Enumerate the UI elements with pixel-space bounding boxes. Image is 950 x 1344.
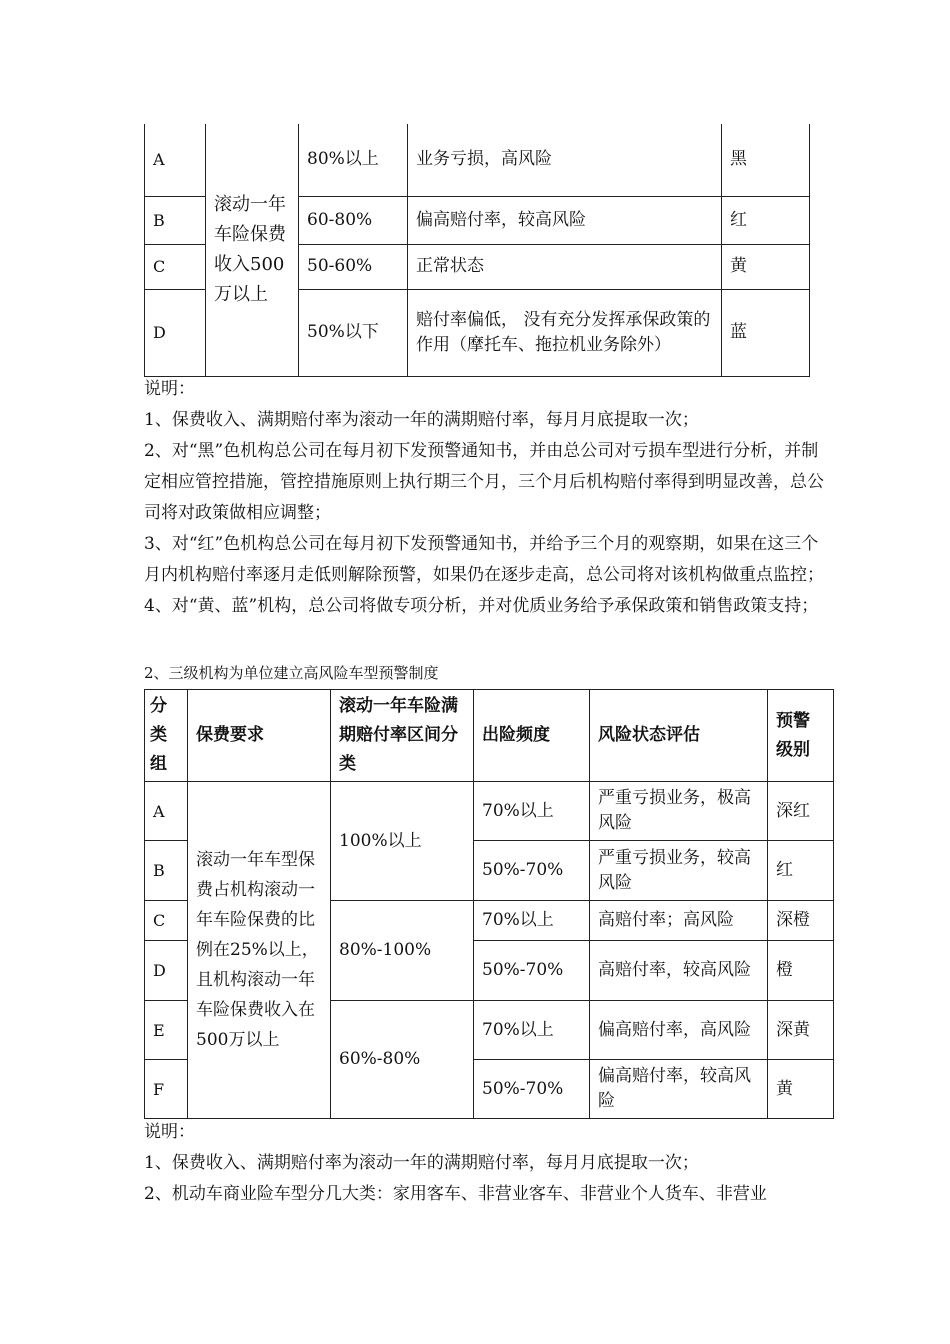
notes-title: 说明：	[144, 379, 195, 399]
status-desc: 偏高赔付率，较高风险	[408, 196, 722, 244]
note-item: 1、保费收入、满期赔付率为滚动一年的满期赔付率，每月月底提取一次；	[144, 1153, 699, 1173]
color-level: 黑	[722, 124, 810, 196]
loss-range: 60-80%	[299, 196, 408, 244]
header-group: 分类组	[145, 690, 188, 782]
header-level: 预警级别	[768, 690, 834, 782]
warning-level: 深黄	[768, 1001, 834, 1060]
row-code: C	[145, 244, 206, 289]
color-level: 黄	[722, 244, 810, 289]
row-code: E	[145, 1001, 188, 1060]
table-row	[145, 124, 810, 196]
row-code: A	[145, 782, 188, 841]
color-level: 红	[722, 196, 810, 244]
risk-assessment: 高赔付率，较高风险	[590, 941, 768, 1001]
frequency: 70%以上	[474, 901, 590, 941]
frequency: 50%-70%	[474, 841, 590, 901]
risk-assessment: 偏高赔付率，高风险	[590, 1001, 768, 1060]
header-loss-range: 滚动一年车险满期赔付率区间分类	[331, 690, 474, 782]
row-code: B	[145, 841, 188, 901]
frequency: 50%-70%	[474, 1060, 590, 1119]
color-level: 蓝	[722, 289, 810, 376]
notes-title: 说明：	[144, 1122, 195, 1142]
frequency: 70%以上	[474, 1001, 590, 1060]
warning-table-2	[144, 689, 834, 1119]
table-row	[145, 782, 834, 841]
loss-range: 80%-100%	[331, 901, 474, 1001]
frequency: 50%-70%	[474, 941, 590, 1001]
warning-level: 红	[768, 841, 834, 901]
note-item: 2、对“黑”色机构总公司在每月初下发预警通知书，并由总公司对亏损车型进行分析，并制定相应管控措施，管控措施原则上执行期三个月，三个月后机构赔付率得到明显改善，总公司将对政策做相应调整；	[144, 441, 824, 523]
header-premium: 保费要求	[188, 690, 331, 782]
note-item: 2、机动车商业险车型分几大类：家用客车、非营业客车、非营业个人货车、非营业	[144, 1184, 767, 1204]
row-code: D	[145, 941, 188, 1001]
notes-section-1	[144, 374, 824, 622]
frequency: 70%以上	[474, 782, 590, 841]
row-code: F	[145, 1060, 188, 1119]
header-risk: 风险状态评估	[590, 690, 768, 782]
status-desc: 业务亏损，高风险	[408, 124, 722, 196]
status-desc: 正常状态	[408, 244, 722, 289]
loss-range: 50-60%	[299, 244, 408, 289]
risk-assessment: 严重亏损业务，极高风险	[590, 782, 768, 841]
row-code: B	[145, 196, 206, 244]
row-code: C	[145, 901, 188, 941]
warning-level: 黄	[768, 1060, 834, 1119]
loss-range: 60%-80%	[331, 1001, 474, 1119]
warning-table-1	[144, 124, 810, 377]
note-item: 3、对“红”色机构总公司在每月初下发预警通知书，并给予三个月的观察期，如果在这三个月内机构赔付率逐月走低则解除预警，如果仍在逐步走高，总公司将对该机构做重点监控；	[144, 534, 824, 585]
warning-level: 深橙	[768, 901, 834, 941]
table-header-row	[145, 690, 834, 782]
loss-range: 80%以上	[299, 124, 408, 196]
notes-section-2	[144, 1117, 824, 1210]
warning-level: 橙	[768, 941, 834, 1001]
loss-range: 100%以上	[331, 782, 474, 901]
note-item: 4、对“黄、蓝”机构，总公司将做专项分析，并对优质业务给予承保政策和销售政策支持；	[144, 596, 819, 616]
row-code: A	[145, 124, 206, 196]
premium-requirement: 滚动一年车型保费占机构滚动一年车险保费的比例在25%以上，且机构滚动一年车险保费收入在500万以上	[188, 782, 331, 1119]
note-item: 1、保费收入、满期赔付率为滚动一年的满期赔付率，每月月底提取一次；	[144, 410, 699, 430]
risk-assessment: 严重亏损业务，较高风险	[590, 841, 768, 901]
group-label: 滚动一年车险保费收入500万以上	[206, 124, 299, 376]
row-code: D	[145, 289, 206, 376]
risk-assessment: 高赔付率；高风险	[590, 901, 768, 941]
status-desc: 赔付率偏低， 没有充分发挥承保政策的作用（摩托车、拖拉机业务除外）	[408, 289, 722, 376]
header-frequency: 出险频度	[474, 690, 590, 782]
loss-range: 50%以下	[299, 289, 408, 376]
warning-level: 深红	[768, 782, 834, 841]
section-heading: 2、三级机构为单位建立高风险车型预警制度	[144, 664, 439, 682]
risk-assessment: 偏高赔付率，较高风险	[590, 1060, 768, 1119]
